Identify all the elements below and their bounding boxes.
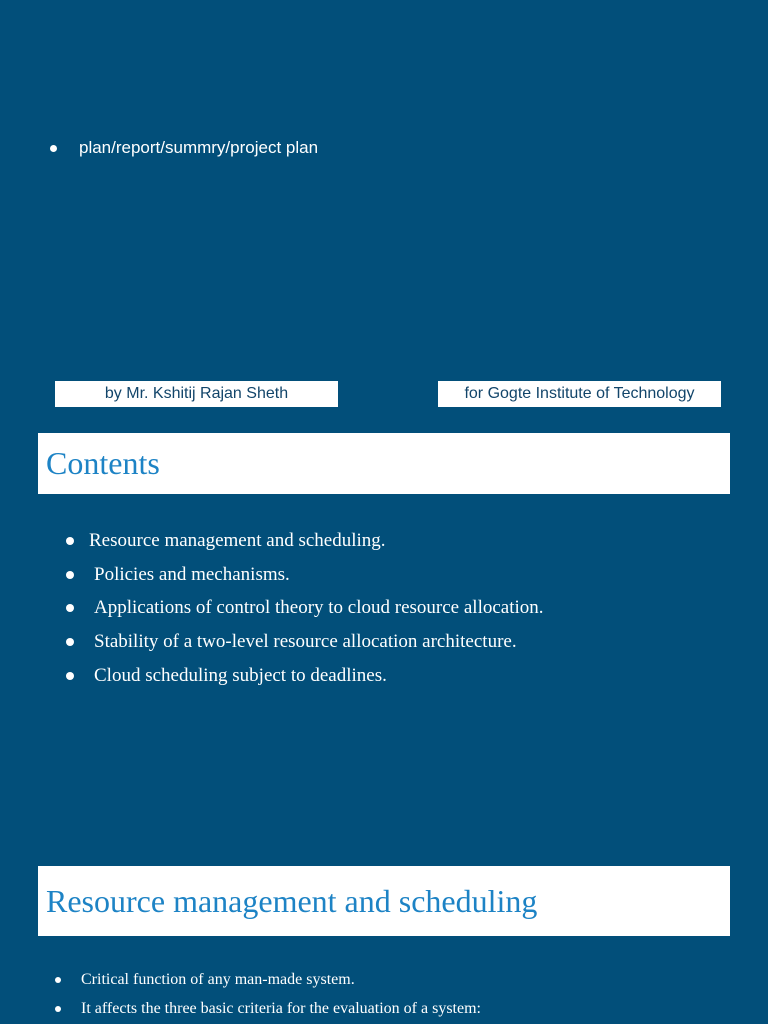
list-item-text: Cloud scheduling subject to deadlines.	[94, 665, 387, 687]
bullet-icon	[66, 672, 74, 680]
author-text: by Mr. Kshitij Rajan Sheth	[104, 385, 289, 402]
bullet-icon	[66, 571, 74, 579]
list-item	[66, 592, 544, 626]
contents-title: Contents	[46, 445, 160, 481]
list-item	[66, 558, 544, 592]
list-item-text: It affects the three basic criteria for the evaluation of a system:	[81, 999, 481, 1017]
list-item-text: Resource management and scheduling.	[89, 529, 386, 551]
section-heading-box	[38, 866, 730, 936]
institute-label	[438, 381, 721, 407]
bullet-icon	[55, 1006, 61, 1012]
bullet-icon	[50, 145, 57, 152]
contents-list	[66, 524, 544, 693]
section-title: Resource management and scheduling	[46, 882, 538, 919]
bullet-icon	[55, 977, 61, 983]
author-label	[55, 381, 338, 407]
intro-bullet-item	[50, 138, 318, 158]
intro-bullet-text: plan/report/summry/project plan	[79, 138, 319, 157]
bullet-icon	[66, 604, 74, 612]
list-item-text: Policies and mechanisms.	[94, 563, 290, 585]
bullet-icon	[66, 537, 74, 545]
bullet-icon	[66, 638, 74, 646]
section-list	[55, 965, 481, 1023]
list-item-text: Applications of control theory to cloud resource allocation.	[94, 597, 544, 619]
institute-text: for Gogte Institute of Technology	[464, 385, 695, 402]
list-item	[66, 659, 544, 693]
list-item	[55, 965, 481, 994]
list-item	[66, 524, 544, 558]
list-item	[55, 994, 481, 1023]
list-item-text: Stability of a two-level resource allocation architecture.	[94, 631, 517, 653]
contents-heading-box	[38, 433, 730, 494]
list-item-text: Critical function of any man-made system.	[81, 970, 355, 988]
list-item	[66, 625, 544, 659]
